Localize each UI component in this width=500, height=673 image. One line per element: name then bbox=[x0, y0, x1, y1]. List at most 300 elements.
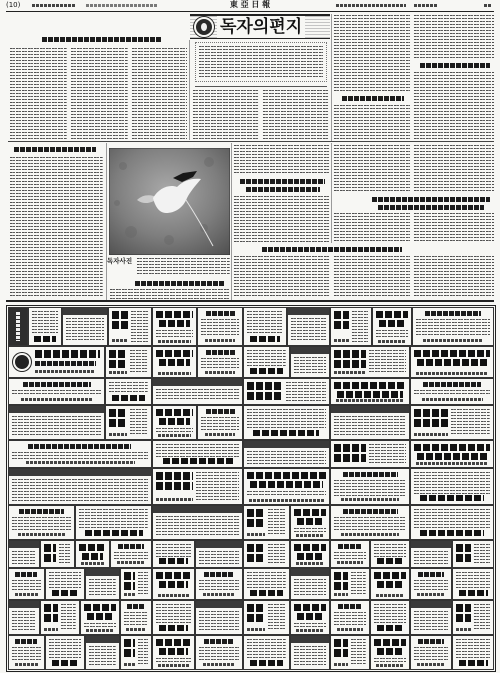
ad-body-texture bbox=[294, 579, 326, 596]
article-text-column bbox=[132, 48, 187, 139]
ad-phone-texture bbox=[376, 664, 404, 667]
ad-headline-texture bbox=[15, 639, 37, 644]
ad-phone-texture bbox=[117, 561, 144, 564]
ad-headline-texture bbox=[19, 509, 64, 514]
article-headline-texture bbox=[42, 37, 162, 42]
classified-ad bbox=[452, 600, 494, 635]
classified-ad bbox=[152, 307, 197, 346]
ad-phone-texture bbox=[250, 368, 283, 374]
ad-phone-texture bbox=[158, 340, 191, 343]
ad-header-strip bbox=[9, 541, 39, 548]
ad-headline-texture bbox=[247, 554, 265, 562]
ad-headline-texture bbox=[156, 639, 191, 646]
ad-phone-texture bbox=[337, 561, 363, 564]
classified-ad bbox=[120, 635, 152, 670]
ad-phone-texture bbox=[126, 628, 145, 631]
ad-phone-texture bbox=[205, 339, 235, 342]
ad-body-texture bbox=[456, 639, 490, 659]
ad-phone-texture bbox=[334, 663, 348, 666]
ad-body-texture bbox=[12, 580, 41, 591]
ad-headline-texture bbox=[156, 482, 193, 490]
ad-headline-texture bbox=[334, 382, 406, 389]
photo-label: 독자사진 bbox=[107, 257, 133, 265]
ad-body-texture bbox=[294, 357, 326, 374]
masthead-rule bbox=[6, 11, 494, 12]
ad-headline-texture bbox=[377, 648, 403, 655]
ad-headline-texture bbox=[84, 604, 116, 611]
ad-headline-texture bbox=[206, 409, 235, 414]
letter-text-column bbox=[334, 105, 410, 139]
ad-phone-texture bbox=[158, 664, 189, 667]
classified-ad bbox=[410, 346, 494, 378]
letter-headline-texture bbox=[135, 281, 225, 286]
ad-phone-texture bbox=[253, 430, 319, 436]
ad-headline-texture bbox=[44, 554, 56, 562]
ad-phone-texture bbox=[296, 562, 324, 565]
classified-ad bbox=[243, 346, 290, 378]
classified-ad bbox=[410, 600, 452, 635]
ad-phone-texture bbox=[15, 593, 38, 596]
ad-phone-texture bbox=[334, 371, 366, 374]
ad-headline-texture bbox=[124, 582, 135, 590]
ad-body-texture bbox=[352, 311, 368, 342]
classified-ad bbox=[8, 468, 152, 505]
classified-ad bbox=[330, 540, 370, 568]
ad-headline-texture bbox=[156, 572, 191, 579]
classified-ad bbox=[410, 405, 494, 440]
ad-phone-texture bbox=[334, 339, 349, 342]
ad-body-texture bbox=[474, 544, 490, 564]
ad-body-texture bbox=[334, 416, 406, 436]
ad-headline-texture bbox=[109, 409, 127, 417]
ad-body-texture bbox=[124, 612, 148, 626]
ad-headline-texture bbox=[156, 350, 193, 357]
ad-phone-texture bbox=[15, 663, 38, 666]
ad-body-texture bbox=[414, 472, 490, 494]
ad-headline-texture bbox=[334, 639, 348, 647]
ad-headline-texture bbox=[334, 311, 349, 319]
ad-body-texture bbox=[156, 389, 239, 401]
ad-headline-texture bbox=[247, 614, 265, 622]
classified-ad bbox=[195, 568, 243, 600]
ad-body-texture bbox=[49, 639, 81, 659]
ad-phone-texture bbox=[112, 339, 128, 342]
ad-phone-texture bbox=[26, 461, 135, 464]
ad-label-texture bbox=[16, 312, 20, 341]
section-intro-box bbox=[195, 42, 327, 82]
ad-headline-texture bbox=[109, 360, 127, 368]
ad-headline-texture bbox=[44, 614, 58, 622]
classified-ad bbox=[152, 505, 243, 540]
ad-header-strip bbox=[196, 601, 242, 608]
ad-body-texture bbox=[334, 517, 406, 531]
ad-header-strip bbox=[331, 406, 409, 413]
ad-phone-texture bbox=[336, 399, 404, 402]
ad-headline-texture bbox=[35, 350, 100, 358]
ad-body-texture bbox=[196, 472, 239, 501]
classified-ad bbox=[290, 505, 330, 540]
classified-ad bbox=[410, 540, 452, 568]
ad-headline-texture bbox=[456, 614, 471, 622]
letter-text-column bbox=[234, 256, 329, 298]
ad-headline-texture bbox=[297, 613, 323, 620]
ad-body-texture bbox=[351, 572, 366, 596]
ad-headline-texture bbox=[204, 639, 234, 644]
classified-ad bbox=[243, 378, 330, 405]
ad-phone-texture bbox=[158, 434, 191, 437]
letter-headline-texture bbox=[420, 63, 490, 68]
ad-headline-texture bbox=[374, 639, 406, 646]
ad-body-texture bbox=[369, 350, 406, 374]
issue-number-texture bbox=[32, 4, 76, 7]
ad-headline-texture bbox=[334, 350, 366, 358]
classified-ad bbox=[452, 635, 494, 670]
ad-phone-texture bbox=[159, 625, 188, 631]
ad-headline-texture bbox=[23, 382, 91, 387]
emblem-figure-icon bbox=[201, 23, 207, 31]
ad-body-texture bbox=[61, 604, 76, 631]
ad-phone-texture bbox=[109, 371, 127, 374]
ad-headline-texture bbox=[338, 604, 362, 609]
ad-header-strip bbox=[411, 541, 451, 548]
letter-text-column bbox=[414, 72, 494, 139]
ad-body-texture bbox=[12, 416, 101, 436]
ad-body-texture bbox=[334, 552, 366, 559]
ad-header-strip bbox=[411, 601, 451, 608]
ad-headline-texture bbox=[414, 419, 448, 427]
ad-headline-texture bbox=[44, 604, 58, 612]
ad-headline-texture bbox=[124, 649, 135, 657]
letter-headline-texture bbox=[246, 187, 320, 192]
classified-ad bbox=[243, 505, 290, 540]
ad-body-texture bbox=[416, 319, 490, 337]
ad-phone-texture bbox=[376, 594, 404, 597]
ad-body-texture bbox=[376, 330, 408, 338]
ad-body-texture bbox=[351, 639, 366, 666]
ad-body-texture bbox=[294, 646, 326, 666]
classified-ad bbox=[152, 405, 197, 440]
letter-text-column bbox=[263, 90, 328, 139]
ad-header-strip bbox=[244, 441, 329, 448]
ad-header-strip bbox=[86, 636, 119, 643]
classified-ad bbox=[8, 405, 105, 440]
letter-headline-texture bbox=[378, 205, 484, 210]
letter-text-column bbox=[110, 289, 230, 299]
classified-ad bbox=[62, 307, 108, 346]
ad-phone-texture bbox=[417, 663, 444, 666]
ad-phone-texture bbox=[159, 558, 188, 564]
ad-body-texture bbox=[130, 350, 148, 374]
classified-ad bbox=[85, 635, 120, 670]
letter-text-column bbox=[334, 213, 410, 243]
ad-body-texture bbox=[268, 544, 286, 564]
ad-headline-texture bbox=[297, 553, 323, 560]
classified-ad bbox=[152, 540, 195, 568]
classified-ad bbox=[75, 505, 152, 540]
letter-headline-texture bbox=[342, 96, 404, 101]
ad-body-texture bbox=[334, 612, 366, 626]
ad-body-texture bbox=[247, 451, 326, 464]
ad-body-texture bbox=[201, 319, 239, 337]
ad-phone-texture bbox=[124, 663, 135, 666]
classified-ad bbox=[152, 440, 243, 468]
row-divider bbox=[8, 141, 494, 142]
ad-headline-texture bbox=[206, 311, 235, 316]
ad-phone-texture bbox=[156, 498, 193, 501]
ad-headline-texture bbox=[294, 509, 326, 516]
classified-ad bbox=[40, 600, 80, 635]
classified-ad bbox=[152, 568, 195, 600]
classified-ad bbox=[75, 540, 110, 568]
classified-ad bbox=[110, 540, 152, 568]
ad-body-texture bbox=[156, 330, 193, 338]
ad-headline-texture bbox=[379, 320, 405, 327]
ad-phone-texture bbox=[377, 558, 404, 564]
ad-body-texture bbox=[474, 604, 490, 631]
ad-body-texture bbox=[12, 611, 36, 631]
ad-phone-texture bbox=[205, 371, 235, 374]
classified-ad bbox=[330, 600, 370, 635]
letter-headline-texture bbox=[262, 247, 402, 252]
section-rule-thick bbox=[6, 300, 494, 302]
ad-logo-icon bbox=[13, 353, 31, 371]
ad-phone-texture bbox=[85, 530, 143, 536]
ad-header-strip bbox=[63, 308, 107, 315]
ad-phone-texture bbox=[420, 530, 484, 536]
ad-body-texture bbox=[12, 647, 41, 661]
ad-phone-texture bbox=[158, 372, 191, 375]
ad-body-texture bbox=[291, 318, 326, 342]
classified-ad bbox=[152, 635, 195, 670]
ad-phone-texture bbox=[250, 590, 283, 596]
ad-header-strip bbox=[288, 308, 329, 315]
ad-body-texture bbox=[156, 604, 191, 624]
ad-phone-texture bbox=[21, 398, 92, 401]
ad-headline-texture bbox=[247, 392, 283, 400]
ad-headline-texture bbox=[28, 444, 131, 449]
ad-headline-texture bbox=[159, 648, 188, 655]
classified-ad bbox=[8, 378, 105, 405]
ad-phone-texture bbox=[250, 336, 280, 342]
ad-body-texture bbox=[66, 318, 104, 342]
ad-headline-texture bbox=[247, 544, 265, 552]
classified-ad bbox=[120, 600, 152, 635]
letter-text-column bbox=[414, 213, 494, 243]
ad-phone-texture bbox=[456, 628, 471, 631]
ad-headline-texture bbox=[377, 581, 403, 588]
ad-headline-texture bbox=[247, 604, 265, 612]
ad-headline-texture bbox=[156, 311, 193, 318]
classified-ad bbox=[40, 540, 75, 568]
photo-caption-texture bbox=[137, 258, 230, 276]
ad-body-texture bbox=[156, 658, 191, 662]
ad-headline-texture bbox=[294, 604, 326, 611]
ad-body-texture bbox=[199, 551, 239, 564]
classified-ad bbox=[8, 346, 105, 378]
classified-ad bbox=[410, 440, 494, 468]
ad-headline-texture bbox=[79, 544, 106, 551]
ad-body-texture bbox=[12, 479, 148, 501]
ad-headline-texture bbox=[118, 544, 144, 549]
classified-ad bbox=[243, 568, 290, 600]
classified-ad bbox=[372, 307, 412, 346]
column-divider bbox=[231, 143, 232, 300]
ad-headline-texture bbox=[247, 472, 326, 479]
classified-ad bbox=[290, 346, 330, 378]
ad-body-texture bbox=[286, 382, 326, 401]
ad-phone-texture bbox=[422, 398, 483, 401]
ad-phone-texture bbox=[341, 533, 399, 536]
ad-body-texture bbox=[414, 551, 448, 564]
column-divider bbox=[189, 40, 190, 140]
ad-headline-texture bbox=[417, 359, 487, 366]
classified-ad bbox=[195, 635, 243, 670]
ad-body-texture bbox=[12, 551, 36, 564]
ad-body-texture bbox=[374, 658, 406, 662]
ad-body-texture bbox=[138, 572, 148, 596]
ad-headline-texture bbox=[334, 649, 348, 657]
ad-body-texture bbox=[156, 516, 239, 536]
ad-phone-texture bbox=[341, 498, 399, 501]
section-banner bbox=[190, 14, 330, 39]
ad-headline-texture bbox=[87, 613, 113, 620]
ad-body-texture bbox=[451, 409, 490, 436]
ad-headline-texture bbox=[334, 582, 348, 590]
classified-ad bbox=[452, 568, 494, 600]
ad-phone-texture bbox=[158, 594, 189, 597]
ad-headline-texture bbox=[159, 320, 190, 327]
classified-ad bbox=[290, 600, 330, 635]
classified-ad bbox=[8, 440, 152, 468]
ad-body-texture bbox=[32, 311, 58, 335]
ad-headline-texture bbox=[338, 544, 362, 549]
letter-text-column bbox=[414, 256, 494, 298]
classified-ad bbox=[8, 568, 45, 600]
ad-headline-texture bbox=[374, 572, 406, 579]
ad-headline-texture bbox=[294, 544, 326, 551]
ad-headline-texture bbox=[456, 604, 471, 612]
classified-ad bbox=[195, 540, 243, 568]
classified-ad bbox=[243, 440, 330, 468]
page-number: (10) bbox=[6, 1, 21, 9]
ad-body-texture bbox=[369, 444, 406, 464]
ad-body-texture bbox=[374, 544, 406, 557]
classified-ad bbox=[330, 505, 410, 540]
ad-headline-texture bbox=[247, 382, 283, 390]
ad-body-texture bbox=[247, 572, 286, 589]
classified-ad bbox=[105, 378, 152, 405]
classified-ad bbox=[290, 540, 330, 568]
classified-ad bbox=[370, 540, 410, 568]
ad-phone-texture bbox=[109, 433, 127, 436]
ad-body-texture bbox=[156, 428, 193, 432]
classified-ad bbox=[410, 468, 494, 505]
ad-body-texture bbox=[414, 647, 448, 661]
ad-body-texture bbox=[294, 528, 326, 532]
ad-phone-texture bbox=[249, 499, 324, 502]
ad-headline-texture bbox=[112, 321, 128, 329]
ad-body-texture bbox=[201, 417, 239, 431]
ad-phone-texture bbox=[414, 433, 448, 436]
ad-body-texture bbox=[49, 572, 81, 589]
classified-ad bbox=[330, 346, 410, 378]
ad-headline-texture bbox=[334, 360, 366, 368]
classified-ad bbox=[410, 568, 452, 600]
ad-phone-texture bbox=[337, 628, 363, 631]
ad-body-texture bbox=[156, 444, 239, 457]
ad-headline-texture bbox=[337, 391, 403, 398]
classified-ad bbox=[152, 600, 195, 635]
classified-ad bbox=[8, 505, 75, 540]
classified-ad bbox=[45, 568, 85, 600]
classified-ad bbox=[330, 405, 410, 440]
ad-phone-texture bbox=[81, 562, 104, 565]
ad-body-texture bbox=[414, 580, 448, 591]
ad-headline-texture bbox=[414, 350, 490, 357]
ad-phone-texture bbox=[459, 590, 488, 596]
classified-ad bbox=[197, 405, 243, 440]
classified-ad bbox=[290, 635, 330, 670]
ad-headline-texture bbox=[423, 382, 481, 387]
classified-ad bbox=[8, 307, 28, 346]
letter-text-column bbox=[234, 145, 329, 175]
classified-ad bbox=[330, 635, 370, 670]
classified-ad bbox=[152, 468, 243, 505]
ad-headline-texture bbox=[159, 418, 190, 425]
classified-ad bbox=[330, 307, 372, 346]
ad-phone-texture bbox=[112, 395, 145, 401]
ad-body-texture bbox=[109, 382, 148, 394]
ad-body-texture bbox=[247, 491, 326, 497]
ad-headline-texture bbox=[250, 481, 323, 488]
classified-ad bbox=[80, 600, 120, 635]
ad-body-texture bbox=[268, 604, 286, 631]
ad-body-texture bbox=[247, 409, 326, 429]
ad-body-texture bbox=[334, 480, 406, 496]
ad-header-strip bbox=[196, 541, 242, 548]
ad-body-texture bbox=[374, 604, 406, 624]
letter-headline-texture bbox=[240, 179, 325, 184]
ad-headline-texture bbox=[456, 544, 471, 552]
ad-headline-texture bbox=[417, 453, 487, 460]
ad-phone-texture bbox=[416, 372, 488, 375]
classified-ad bbox=[410, 378, 494, 405]
ad-phone-texture bbox=[296, 534, 324, 537]
ad-phone-texture bbox=[18, 533, 65, 536]
article-text-column bbox=[71, 48, 128, 139]
ad-phone-texture bbox=[203, 593, 235, 596]
edition-texture bbox=[484, 4, 492, 7]
classified-ad bbox=[243, 405, 330, 440]
ad-headline-texture bbox=[297, 518, 323, 525]
letter-headline-texture bbox=[14, 147, 96, 152]
ad-headline-texture bbox=[44, 544, 56, 552]
ad-phone-texture bbox=[416, 462, 488, 465]
ad-phone-texture bbox=[423, 339, 482, 342]
postal-notice-texture bbox=[86, 4, 158, 7]
letter-text-column bbox=[334, 145, 410, 193]
intro-divider bbox=[195, 86, 327, 87]
ad-headline-texture bbox=[334, 572, 348, 580]
ad-headline-texture bbox=[124, 572, 135, 580]
letter-text-column bbox=[334, 15, 410, 92]
classified-ad bbox=[85, 568, 120, 600]
ad-phone-texture bbox=[205, 433, 235, 436]
ad-headline-texture bbox=[206, 350, 235, 355]
classified-ad bbox=[8, 600, 40, 635]
ad-phone-texture bbox=[377, 625, 404, 631]
ad-header-strip bbox=[153, 506, 242, 513]
